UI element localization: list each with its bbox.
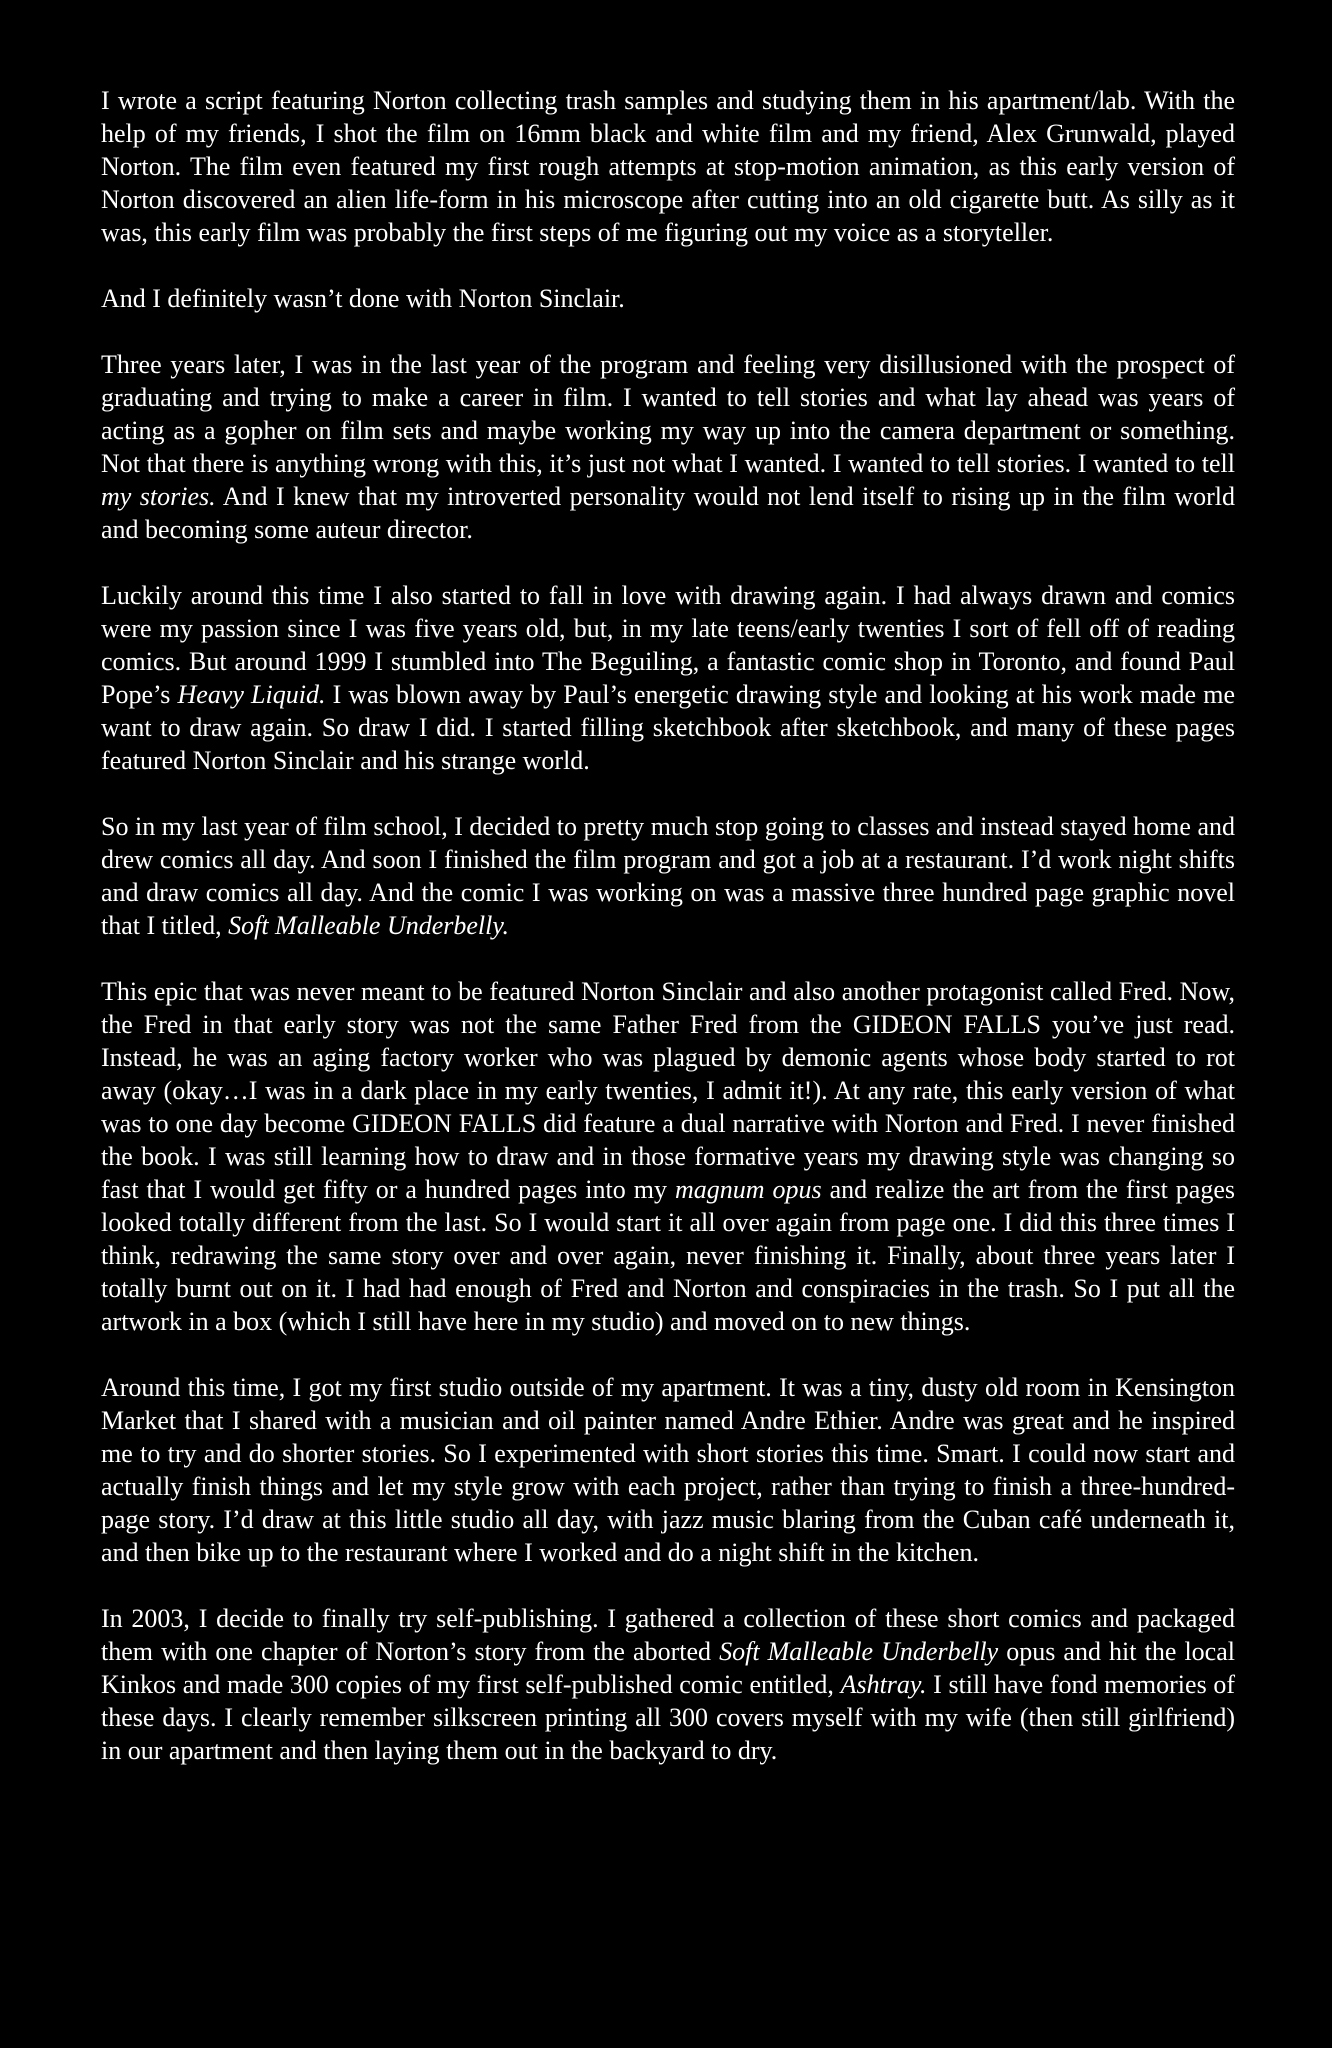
paragraph-text: Around this time, I got my first studio outside of my apartment. It was a tiny, dusty old room in Kensington Market that I shared with a musician and oil painter named Andre Ethier. Andre was great and he inspired me to try and do shorter stories. So I experimented with short stories this time. Smart. I could now start and actually finish things and let my style grow with each project, rather than trying to finish a three-hundred-page story. I’d draw at this little studio all day, with jazz music blaring from the Cuban café underneath it, and then bike up to the restaurant where I worked and do a night shift in the kitchen. xyxy=(101,1373,1235,1567)
paragraph-epic xyxy=(101,975,1235,1338)
paragraph-text: I was blown away by Paul’s energetic drawing style and looking at his work made me want to draw again. So draw I did. I started filling sketchbook after sketchbook, and many of these pages featured Norton Sinclair and his strange world. xyxy=(101,680,1235,775)
italic-soft-malleable-underbelly: Soft Malleable Underbelly. xyxy=(228,911,509,940)
paragraph-text: and realize the art from the first pages looked totally different from the last. So I would start it all over again from page one. I did this three times I think, redrawing the same story over and over again, never finishing it. Finally, about three years later I totally burnt out on it. I had had enough of Fred and Norton and conspiracies in the trash. So I put all the artwork in a box (which I still have here in my studio) and moved on to new things. xyxy=(101,1175,1236,1336)
paragraph-text: In 2003, I decide to finally try self-publishing. I gathered a collection of these short comics and packaged them with one chapter of Norton’s story from the aborted xyxy=(101,1604,1235,1666)
paragraph-three-years-later xyxy=(101,348,1235,546)
italic-ashtray: Ashtray. xyxy=(840,1670,927,1699)
paragraph-text: So in my last year of film school, I decided to pretty much stop going to classes and instead stayed home and drew comics all day. And soon I finished the film program and got a job at a restaurant. I’d work night shifts and draw comics all day. And the comic I was working on was a massive three hundred page graphic novel that I titled, xyxy=(101,812,1235,940)
paragraph-film-school xyxy=(101,810,1235,942)
italic-heavy-liquid: Heavy Liquid. xyxy=(177,680,326,709)
page-text-block xyxy=(101,84,1235,1767)
paragraph-text: Luckily around this time I also started to fall in love with drawing again. I had always drawn and comics were my passion since I was five years old, but, in my late teens/early twenties I sort of fell off of reading comics. But around 1999 I stumbled into The Beguiling, a fantastic comic shop in Toronto, and found Paul Pope’s xyxy=(101,581,1235,709)
italic-magnum-opus: magnum opus xyxy=(674,1175,822,1204)
italic-soft-malleable-underbelly-2: Soft Malleable Underbelly xyxy=(719,1637,999,1666)
paragraph-drawing-again xyxy=(101,579,1235,777)
paragraph-norton-film xyxy=(101,84,1235,249)
paragraph-text: And I definitely wasn’t done with Norton Sinclair. xyxy=(101,284,625,313)
paragraph-text: I still have fond memories of these days. I clearly remember silkscreen printing all 300 covers myself with my wife (then still girlfriend) in our apartment and then laying them out in the backyard to dry. xyxy=(101,1670,1235,1765)
paragraph-text: opus and hit the local Kinkos and made 300 copies of my first self-published comic entitled, xyxy=(101,1637,1235,1699)
paragraph-first-studio xyxy=(101,1371,1235,1569)
italic-my-stories: my stories. xyxy=(101,482,216,511)
paragraph-text: This epic that was never meant to be featured Norton Sinclair and also another protagonist called Fred. Now, the Fred in that early story was not the same Father Fred from the GIDEON FALLS you’ve just read. Instead, he was an aging factory worker who was plagued by demonic agents whose body started to rot away (okay…I was in a dark place in my early twenties, I admit it!). At any rate, this early version of what was to one day become GIDEON FALLS did feature a dual narrative with Norton and Fred. I never finished the book. I was still learning how to draw and in those formative years my drawing style was changing so fast that I would get fifty or a hundred pages into my xyxy=(101,977,1235,1204)
paragraph-not-done xyxy=(101,282,1235,315)
paragraph-text: I wrote a script featuring Norton collecting trash samples and studying them in his apartment/lab. With the help of my friends, I shot the film on 16mm black and white film and my friend, Alex Grunwald, played Norton. The film even featured my first rough attempts at stop-motion animation, as this early version of Norton discovered an alien life-form in his microscope after cutting into an old cigarette butt. As silly as it was, this early film was probably the first steps of me figuring out my voice as a storyteller. xyxy=(101,86,1235,247)
paragraph-text: Three years later, I was in the last year of the program and feeling very disillusioned with the prospect of graduating and trying to make a career in film. I wanted to tell stories and what lay ahead was years of acting as a gopher on film sets and maybe working my way up into the camera department or something. Not that there is anything wrong with this, it’s just not what I wanted. I wanted to tell stories. I wanted to tell xyxy=(101,350,1235,478)
paragraph-self-publishing xyxy=(101,1602,1235,1767)
paragraph-text: And I knew that my introverted personality would not lend itself to rising up in the film world and becoming some auteur director. xyxy=(101,482,1235,544)
